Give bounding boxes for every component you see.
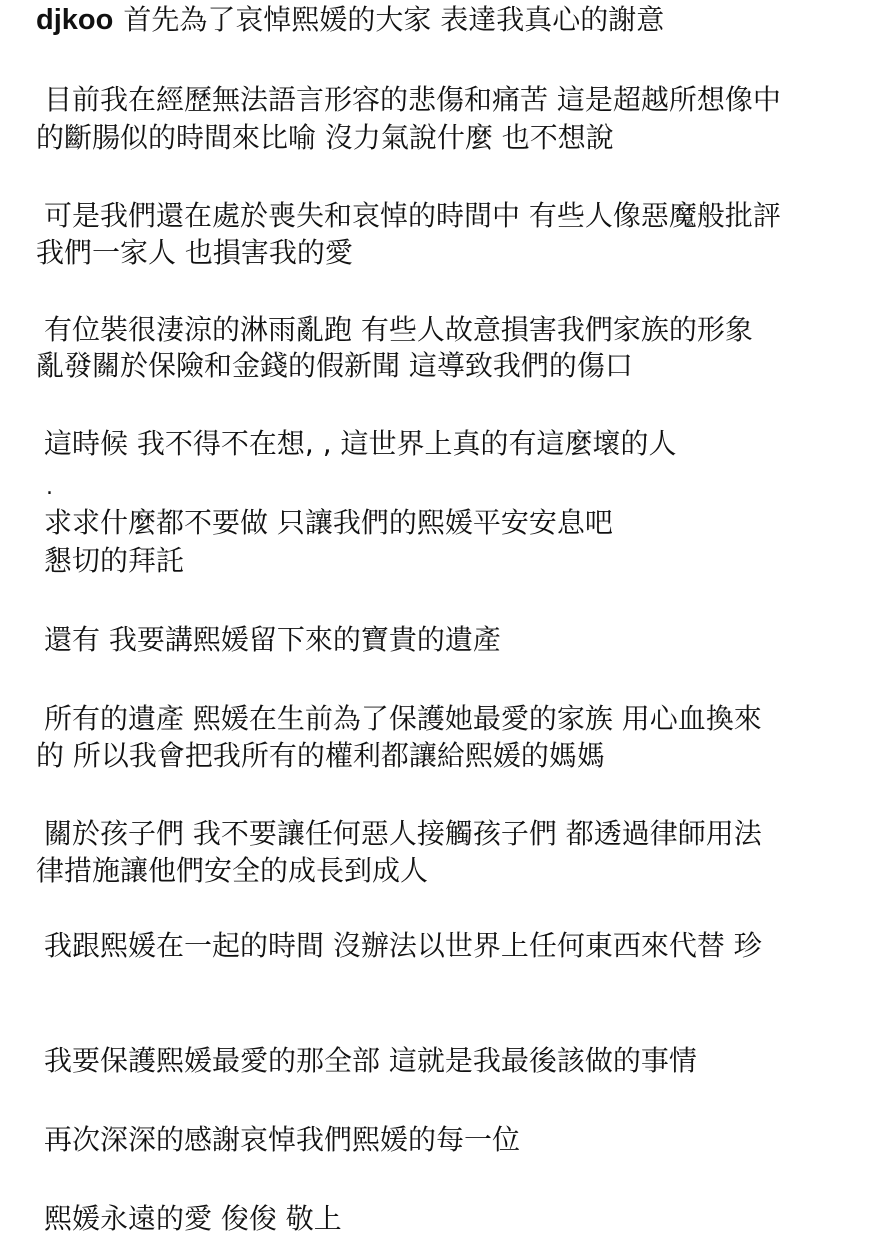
caption-text: 首先為了哀悼熙媛的大家 表達我真心的謝意 (123, 3, 665, 36)
caption-line: 關於孩子們 我不要讓任何惡人接觸孩子們 都透過律師用法 (44, 817, 762, 850)
caption-line: 的斷腸似的時間來比喻 沒力氣說什麼 也不想說 (36, 121, 614, 154)
caption-line: 所有的遺產 熙媛在生前為了保護她最愛的家族 用心血換來 (44, 702, 762, 735)
caption-line: 的 所以我會把我所有的權利都讓給熙媛的媽媽 (36, 739, 605, 772)
caption-separator: . (46, 475, 53, 500)
caption-line: 我要保護熙媛最愛的那全部 這就是我最後該做的事情 (44, 1044, 697, 1077)
caption-line: 還有 我要講熙媛留下來的寶貴的遺產 (44, 623, 501, 656)
caption-line-first (36, 0, 664, 40)
caption-line: 目前我在經歷無法語言形容的悲傷和痛苦 這是超越所想像中 (44, 83, 781, 116)
caption-line: 可是我們還在處於喪失和哀悼的時間中 有些人像惡魔般批評 (44, 199, 781, 232)
caption-line: 我們一家人 也損害我的愛 (36, 236, 353, 269)
caption-line: 亂發關於保險和金錢的假新聞 這導致我們的傷口 (36, 349, 633, 382)
caption-line: 再次深深的感謝哀悼我們熙媛的每一位 (44, 1123, 521, 1156)
caption-line: 求求什麼都不要做 只讓我們的熙媛平安安息吧 (44, 506, 613, 539)
caption-line: 熙媛永遠的愛 俊俊 敬上 (44, 1202, 342, 1235)
caption-line: 有位裝很淒涼的淋雨亂跑 有些人故意損害我們家族的形象 (44, 313, 753, 346)
caption-line: 懇切的拜託 (44, 544, 185, 577)
username[interactable]: djkoo (36, 4, 114, 36)
caption-line: 我跟熙媛在一起的時間 沒辦法以世界上任何東西來代替 珍 (44, 929, 762, 962)
caption-line: 這時候 我不得不在想, , 這世界上真的有這麼壞的人 (44, 427, 677, 460)
caption-line: 律措施讓他們安全的成長到成人 (36, 854, 429, 887)
